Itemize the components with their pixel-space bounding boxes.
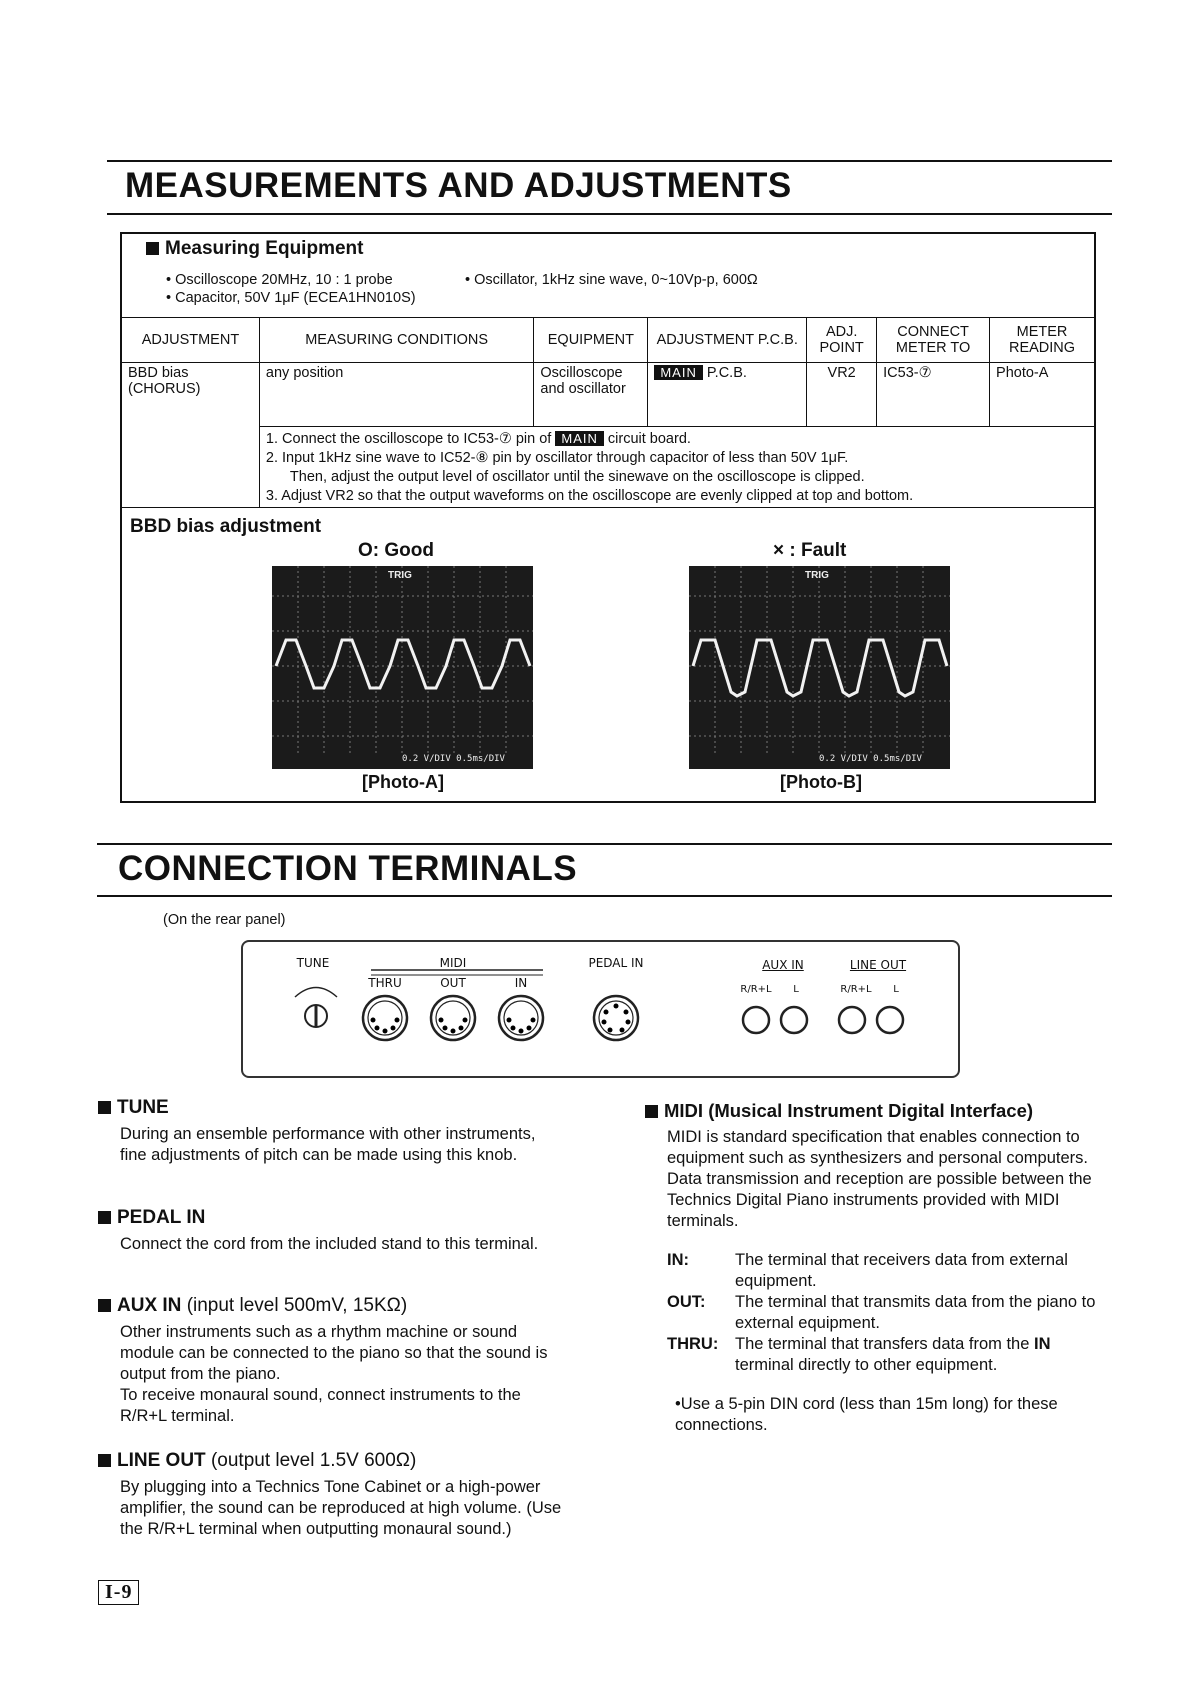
tune-title: TUNE [98,1097,563,1119]
midi-section [645,1100,1105,1436]
measurements-title: MEASUREMENTS AND ADJUSTMENTS [125,166,792,205]
scope-photo-a [272,566,533,769]
cell-adjustment: BBD bias (CHORUS) [122,363,260,508]
aux-body-2: To receive monaural sound, connect instruments to the R/R+L terminal. [120,1386,521,1425]
bullet-square [98,1454,111,1467]
midi-in-def [645,1250,1105,1292]
bullet-square [98,1211,111,1224]
midi-in-text: The terminal that receivers data from external equipment. [735,1251,1068,1290]
midi-note: •Use a 5-pin DIN cord (less than 15m long) for these connections. [675,1395,1058,1434]
tune-body: During an ensemble performance with other instruments, fine adjustments of pitch can be made using this knob. [120,1125,536,1164]
panel-in-label: IN [514,976,528,990]
midi-out-text: The terminal that transmits data from the piano to external equipment. [735,1293,1096,1332]
aux-in-r-jack-icon[interactable] [743,1007,769,1033]
fault-label: × : Fault [773,540,847,561]
lineout-section [98,1450,563,1540]
midi-title: MIDI (Musical Instrument Digital Interface) [645,1100,1105,1122]
tune-knob-icon[interactable] [305,1005,327,1027]
panel-line-l-label: L [893,984,899,995]
rear-panel [241,940,960,1078]
panel-line-r-label: R/R+L [840,984,872,995]
panel-pedal-label: PEDAL IN [588,956,644,970]
step-2: 2. Input 1kHz sine wave to IC52-⑧ pin by oscillator through capacitor of less than 50V 1μF. [265,450,849,466]
connection-top-rule [97,843,1112,845]
scope-photo-b [689,566,950,769]
equipment-line-1a: • Oscilloscope 20MHz, 10 : 1 probe [166,272,393,288]
table-header-row [122,318,1095,363]
scope-trig-b: TRIG [805,570,829,581]
top-rule [107,160,1112,162]
midi-in-label: IN: [667,1251,689,1269]
equipment-heading: Measuring Equipment [146,238,363,260]
panel-out-label: OUT [440,976,466,990]
pedal-in-jack-icon[interactable] [594,996,638,1040]
waveform-good [276,640,530,688]
photo-a-caption: [Photo-A] [362,772,444,792]
panel-aux-label: AUX IN [762,958,804,972]
scope-screen-a [272,566,533,769]
panel-aux-l-label: L [793,984,799,995]
panel-midi-label: MIDI [439,956,467,970]
header-connect: CONNECT METER TO [877,318,990,363]
tune-arc-icon [295,988,337,998]
bullet-square [146,242,159,255]
equipment-line-2: • Capacitor, 50V 1μF (ECEA1HN010S) [166,290,416,306]
midi-thru-jack-icon[interactable] [363,996,407,1040]
panel-thru-label: THRU [368,976,402,990]
rear-panel-note: (On the rear panel) [163,912,286,928]
panel-lineout-label: LINE OUT [849,958,907,972]
table-row [122,363,1095,427]
tune-section [98,1097,563,1166]
photo-b-caption: [Photo-B] [780,772,862,792]
pcb-suffix: P.C.B. [706,365,747,381]
scope-scale-a: 0.2 V/DIV 0.5ms/DIV [402,754,505,764]
midi-thru-text: The terminal that transfers data from the IN terminal directly to other equipment. [735,1335,1051,1374]
pedal-section [98,1207,563,1255]
aux-section [98,1295,563,1427]
midi-in-jack-icon[interactable] [499,996,543,1040]
aux-in-l-jack-icon[interactable] [781,1007,807,1033]
main-badge: MAIN [654,365,703,380]
cell-pcb [648,363,807,427]
title-underline [107,213,1112,215]
scope-screen-b [689,566,950,769]
equipment-line-1b: • Oscillator, 1kHz sine wave, 0~10Vp-p, 600Ω [465,272,758,288]
midi-out-jack-icon[interactable] [431,996,475,1040]
bullet-square [645,1105,658,1118]
page-number: I-9 [98,1580,139,1605]
step-2-cont: Then, adjust the output level of oscillator until the sinewave on the oscilloscope is clipped. [289,469,865,485]
aux-title: AUX IN (input level 500mV, 15KΩ) [98,1295,563,1317]
midi-out-def [645,1292,1105,1334]
midi-out-label: OUT: [667,1293,706,1311]
pedal-body: Connect the cord from the included stand to this terminal. [120,1235,539,1253]
pedal-title: PEDAL IN [98,1207,563,1229]
header-equipment: EQUIPMENT [534,318,648,363]
step-1: 1. Connect the oscilloscope to IC53-⑦ pin of MAIN circuit board. [265,431,691,447]
cell-steps [259,427,1094,508]
cell-equipment: Oscilloscope and oscillator [534,363,648,427]
bullet-square [98,1101,111,1114]
header-adjustment: ADJUSTMENT [122,318,260,363]
good-label: O: Good [358,540,434,561]
line-out-r-jack-icon[interactable] [839,1007,865,1033]
lineout-body: By plugging into a Technics Tone Cabinet or a high-power amplifier, the sound can be reproduced at high volume. (Use the R/R+L terminal when outputting monaural sound.) [120,1478,562,1538]
bbd-heading: BBD bias adjustment [130,516,322,537]
scope-trig-a: TRIG [388,570,412,581]
midi-thru-label: THRU: [667,1335,719,1353]
header-pcb: ADJUSTMENT P.C.B. [648,318,807,363]
adjustment-table [121,317,1095,508]
panel-tune-label: TUNE [296,956,330,970]
cell-conditions: any position [259,363,533,427]
midi-body: MIDI is standard specification that enables connection to equipment such as synthesizers and personal computers. Data transmission and reception are possible between the Technics Digital Piano instruments provided with MIDI terminals. [667,1128,1092,1230]
aux-body-1: Other instruments such as a rhythm machine or sound module can be connected to the piano so that the sound is output from the piano. [120,1323,548,1383]
cell-connect: IC53-⑦ [877,363,990,427]
bullet-square [98,1299,111,1312]
steps-row [122,427,1095,508]
panel-aux-r-label: R/R+L [740,984,772,995]
scope-scale-b: 0.2 V/DIV 0.5ms/DIV [819,754,922,764]
connection-underline [97,895,1112,897]
panel-graphics [243,942,962,1080]
waveform-fault [693,640,947,696]
cell-point: VR2 [807,363,877,427]
cell-reading: Photo-A [990,363,1095,427]
step-3: 3. Adjust VR2 so that the output waveforms on the oscilloscope are evenly clipped at top and bottom. [265,488,914,504]
header-conditions: MEASURING CONDITIONS [259,318,533,363]
connection-title: CONNECTION TERMINALS [118,849,578,888]
header-point: ADJ. POINT [807,318,877,363]
line-out-l-jack-icon[interactable] [877,1007,903,1033]
header-reading: METER READING [990,318,1095,363]
midi-thru-def [645,1334,1105,1376]
main-badge-step: MAIN [555,431,604,446]
lineout-title: LINE OUT (output level 1.5V 600Ω) [98,1450,563,1472]
